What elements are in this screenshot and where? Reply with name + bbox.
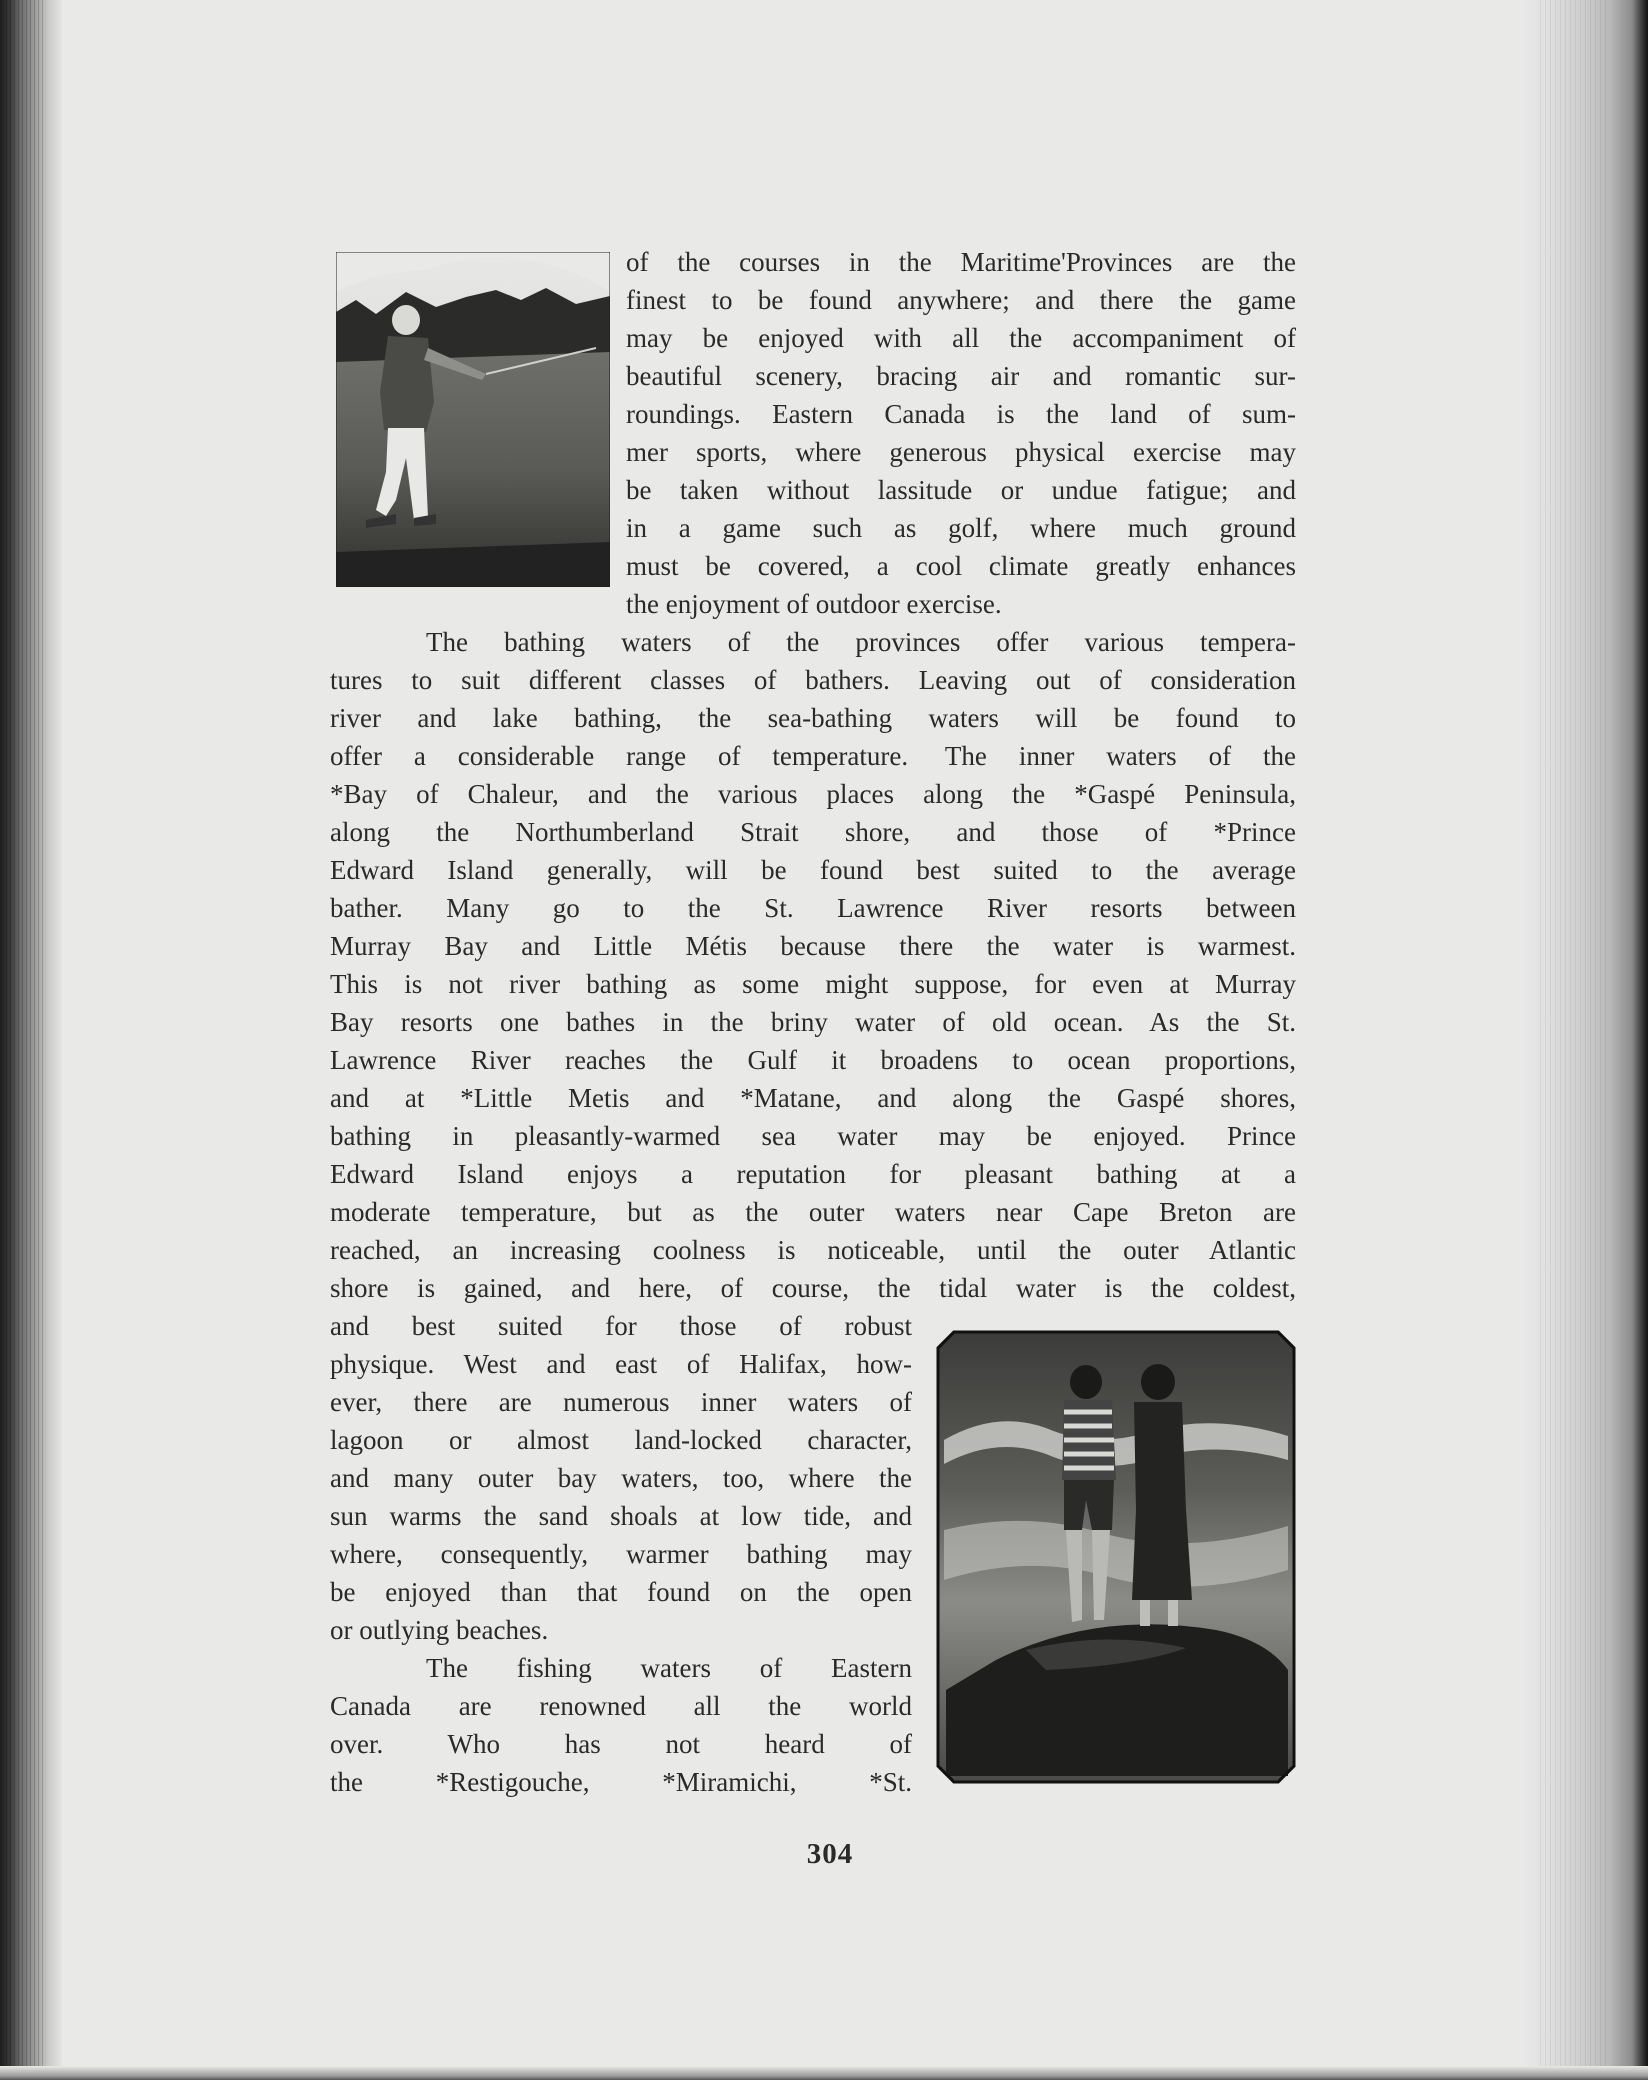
text-line: sun warms the sand shoals at low tide, and [330,1501,912,1531]
text-line: or outlying beaches. [330,1615,549,1645]
text-line: the enjoyment of outdoor exercise. [626,589,1002,619]
text-line: roundings. Eastern Canada is the land of sum- [626,399,1296,429]
text-line: offer a considerable range of temperature. The inner waters of the [330,741,1296,771]
text-line: The bathing waters of the provinces offer various tempera- [426,627,1296,657]
text-line: This is not river bathing as some might suppose, for even at Murray [330,969,1296,999]
text-line: over. Who has not heard of [330,1729,912,1759]
text-line: in a game such as golf, where much ground [626,513,1296,543]
text-line: Lawrence River reaches the Gulf it broadens to ocean proportions, [330,1045,1296,1075]
text-line: be enjoyed than that found on the open [330,1577,912,1607]
text-line: along the Northumberland Strait shore, and those of *Prince [330,817,1296,847]
text-line: of the courses in the Maritime'Provinces are the [626,247,1296,277]
paragraph-3 [330,1649,912,1801]
text-line: moderate temperature, but as the outer waters near Cape Breton are [330,1197,1296,1227]
text-line: Edward Island generally, will be found best suited to the average [330,855,1296,885]
text-line: must be covered, a cool climate greatly enhances [626,551,1296,581]
text-line: The fishing waters of Eastern [426,1653,912,1683]
golfer-photo [336,252,610,587]
text-line: physique. West and east of Halifax, how- [330,1349,912,1379]
paragraph-1 [626,243,1296,623]
text-line: Edward Island enjoys a reputation for pleasant bathing at a [330,1159,1296,1189]
text-line: beautiful scenery, bracing air and romantic sur- [626,361,1296,391]
text-line: bather. Many go to the St. Lawrence River resorts between [330,893,1296,923]
paragraph-2-continued [330,1307,912,1649]
text-line: and many outer bay waters, too, where the [330,1463,912,1493]
text-line: tures to suit different classes of bathers. Leaving out of consideration [330,665,1296,695]
book-gutter-left [0,0,62,2080]
text-line: river and lake bathing, the sea-bathing waters will be found to [330,703,1296,733]
page-stack-right [1520,0,1648,2080]
paragraph-2 [330,623,1296,1307]
text-line: the *Restigouche, *Miramichi, *St. [330,1767,912,1797]
text-line: mer sports, where generous physical exercise may [626,437,1296,467]
page-number: 304 [806,1838,854,1870]
text-line: be taken without lassitude or undue fatigue; and [626,475,1296,505]
text-line: *Bay of Chaleur, and the various places along the *Gaspé Peninsula, [330,779,1296,809]
text-line: Murray Bay and Little Métis because there the water is warmest. [330,931,1296,961]
text-line: and at *Little Metis and *Matane, and along the Gaspé shores, [330,1083,1296,1113]
text-line: and best suited for those of robust [330,1311,912,1341]
text-line: reached, an increasing coolness is noticeable, until the outer Atlantic [330,1235,1296,1265]
text-line: ever, there are numerous inner waters of [330,1387,912,1417]
text-line: lagoon or almost land-locked character, [330,1425,912,1455]
page-edge-bottom [0,2066,1648,2080]
bathers-photo [936,1330,1296,1784]
text-line: may be enjoyed with all the accompaniment of [626,323,1296,353]
text-line: Bay resorts one bathes in the briny water of old ocean. As the St. [330,1007,1296,1037]
text-line: finest to be found anywhere; and there the game [626,285,1296,315]
text-line: shore is gained, and here, of course, the tidal water is the coldest, [330,1273,1296,1303]
text-line: where, consequently, warmer bathing may [330,1539,912,1569]
text-line: bathing in pleasantly-warmed sea water may be enjoyed. Prince [330,1121,1296,1151]
text-line: Canada are renowned all the world [330,1691,912,1721]
